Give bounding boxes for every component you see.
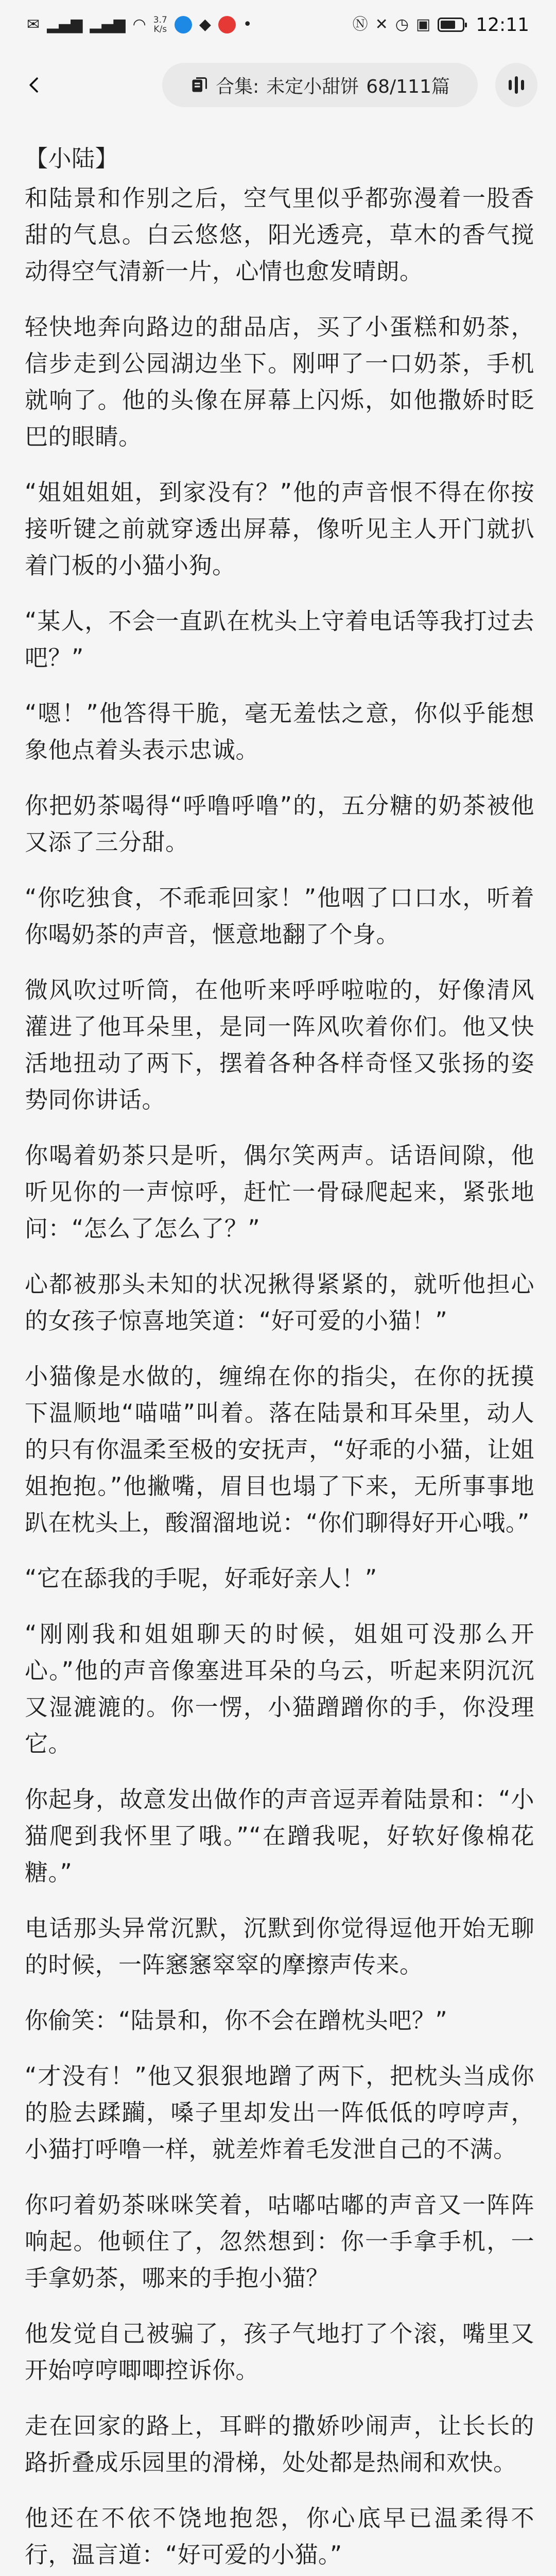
article-paragraph: “刚刚我和姐姐聊天的时候，姐姐可没那么开心。”他的声音像塞进耳朵的乌云，听起来阴沉沉又湿漉漉的。你一愣，小猫蹭蹭你的手，你没理它。	[25, 1620, 534, 1757]
listen-button[interactable]	[495, 63, 537, 107]
article-heading: 【小陆】	[25, 145, 119, 172]
collection-icon	[190, 76, 208, 94]
article-paragraph: “姐姐姐姐，到家没有？”他的声音恨不得在你按接听键之前就穿透出屏幕，像听见主人开门就扒着门板的小猫小狗。	[25, 479, 534, 579]
article-paragraph: 你喝着奶茶只是听，偶尔笑两声。话语间隙，他听见你的一声惊呼，赶忙一骨碌爬起来，紧张地问：“怎么了怎么了？”	[25, 1142, 534, 1242]
status-left	[27, 15, 252, 34]
status-right	[353, 14, 529, 36]
back-button[interactable]	[19, 69, 50, 101]
back-arrow-icon	[26, 76, 43, 94]
mail-icon: ✉	[27, 15, 40, 33]
audio-bar-icon	[515, 76, 518, 94]
article-paragraph: “某人，不会一直趴在枕头上守着电话等我打过去吧？”	[25, 607, 534, 671]
article-paragraph: “你吃独食，不乖乖回家！”他咽了口口水，听着你喝奶茶的声音，惬意地翻了个身。	[25, 884, 534, 948]
battery-icon	[438, 18, 464, 32]
article-paragraph: “它在舔我的手呢，好乖好亲人！”	[25, 1565, 377, 1592]
mute-icon: ✕	[375, 15, 388, 33]
article-paragraph: 小猫像是水做的，缠绵在你的指尖，在你的抚摸下温顺地“喵喵”叫着。落在陆景和耳朵里，动人的只有你温柔至极的安抚声，“好乖的小猫，让姐姐抱抱。”他撇嘴，眉目也塌了下来，无所事事地趴在枕头上，酸溜溜地说：“你们聊得好开心哦。”	[25, 1363, 534, 1536]
article-paragraph: “才没有！”他又狠狠地蹭了两下，把枕头当成你的脸去蹂躏，嗓子里却发出一阵低低的哼哼声，小猫打呼噜一样，就差炸着毛发泄自己的不满。	[25, 2062, 534, 2163]
nfc-icon: Ⓝ	[352, 15, 368, 33]
article-paragraph: 你偷笑：“陆景和，你不会在蹭枕头吧？”	[25, 2007, 448, 2034]
article-paragraph: 轻快地奔向路边的甜品店，买了小蛋糕和奶茶，信步走到公园湖边坐下。刚呷了一口奶茶，手机就响了。他的头像在屏幕上闪烁，如他撒娇时眨巴的眼睛。	[25, 313, 534, 450]
more-notifications-icon: •	[242, 15, 252, 33]
collection-title: 未定小甜饼	[266, 76, 359, 97]
signal-icon: ▂▄▆	[90, 15, 126, 33]
article-paragraph: 和陆景和作别之后，空气里似乎都弥漫着一股香甜的气息。白云悠悠，阳光透亮，草木的香气搅动得空气清新一片，心情也愈发晴朗。	[25, 184, 534, 285]
article-paragraph: 心都被那头未知的状况揪得紧紧的，就听他担心的女孩子惊喜地笑道：“好可爱的小猫！”	[25, 1270, 534, 1334]
app-notification-icon	[175, 16, 192, 33]
clock: 12:11	[476, 14, 529, 36]
article-paragraph: 他发觉自己被骗了，孩子气地打了个滚，嘴里又开始哼哼唧唧控诉你。	[25, 2320, 534, 2384]
article-paragraphs	[25, 180, 534, 2576]
reader-top-nav	[0, 57, 556, 113]
article-paragraph: 你叼着奶茶咪咪笑着，咕嘟咕嘟的声音又一阵阵响起。他顿住了，忽然想到：你一手拿手机，一手拿奶茶，哪来的手抱小猫？	[25, 2191, 534, 2292]
audio-bar-icon	[521, 80, 524, 90]
audio-bar-icon	[509, 80, 512, 90]
article-body	[25, 140, 534, 2576]
signal-off-icon: ▣	[415, 15, 431, 33]
app-notification-icon	[218, 16, 236, 33]
article-paragraph: 他还在不依不饶地抱怨，你心底早已温柔得不行，温言道：“好可爱的小猫。”	[25, 2504, 534, 2568]
collection-button[interactable]	[162, 63, 477, 107]
article-paragraph: 走在回家的路上，耳畔的撒娇吵闹声，让长长的路折叠成乐园里的滑梯，处处都是热闹和欢快。	[25, 2412, 534, 2476]
article-paragraph: 微风吹过听筒，在他听来呼呼啦啦的，好像清风灌进了他耳朵里，是同一阵风吹着你们。他又快活地扭动了两下，摆着各种各样奇怪又张扬的姿势同你讲话。	[25, 976, 534, 1113]
network-speed-value: 3.7	[153, 15, 167, 25]
collection-progress: 68/111篇	[366, 76, 450, 97]
article-paragraph: 你起身，故意发出做作的声音逗弄着陆景和：“小猫爬到我怀里了哦。”“在蹭我呢，好软好像棉花糖。”	[25, 1786, 534, 1886]
alarm-icon: ◷	[395, 15, 409, 33]
wifi-icon: ◠	[132, 15, 146, 33]
collection-prefix: 合集:	[216, 76, 259, 97]
article-paragraph: “嗯！”他答得干脆，毫无羞怯之意，你似乎能想象他点着头表示忠诚。	[25, 700, 534, 764]
status-bar	[0, 0, 556, 49]
article-paragraph: 你把奶茶喝得“呼噜呼噜”的，五分糖的奶茶被他又添了三分甜。	[25, 792, 534, 856]
shield-icon: ◆	[199, 15, 211, 33]
signal-icon: ▂▄▆	[47, 15, 83, 33]
network-speed	[153, 15, 167, 34]
network-speed-unit: K/s	[153, 24, 167, 35]
article-paragraph: 电话那头异常沉默，沉默到你觉得逗他开始无聊的时候，一阵窸窸窣窣的摩擦声传来。	[25, 1914, 534, 1978]
